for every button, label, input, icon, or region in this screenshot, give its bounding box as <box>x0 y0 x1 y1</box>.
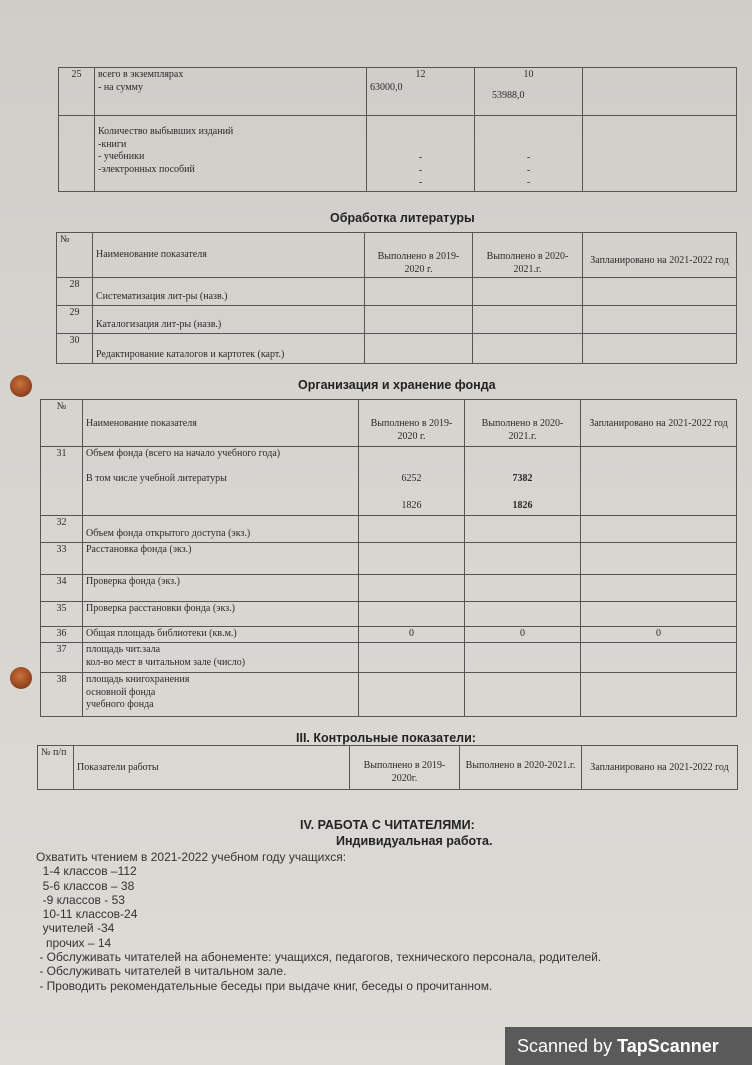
row-number: 36 <box>41 627 83 643</box>
empty-cell <box>359 602 465 627</box>
section-subtitle-readers: Индивидуальная работа. <box>336 834 493 848</box>
table-row <box>41 643 737 673</box>
punch-hole-bottom <box>10 667 32 689</box>
table-header-row <box>41 400 737 447</box>
fund-table <box>40 399 737 717</box>
section-title-readers: IV. РАБОТА С ЧИТАТЕЛЯМИ: <box>300 818 475 832</box>
col-header-done2: Выполнено в 2020-2021.г. <box>465 400 581 447</box>
row-label <box>95 68 367 116</box>
row-label <box>83 643 359 673</box>
readers-text-block <box>36 850 601 993</box>
value-cell <box>465 447 581 516</box>
fund-edu-value: 1826 <box>512 499 533 511</box>
empty-cell <box>581 602 737 627</box>
value-cell <box>475 68 583 116</box>
readers-line: прочих – 14 <box>36 935 112 950</box>
area-value: 0 <box>581 627 737 643</box>
col-header-num: № <box>41 400 83 447</box>
col-header-name: Показатели работы <box>74 746 350 790</box>
empty-cell <box>581 543 737 575</box>
table-row <box>59 68 737 116</box>
dash: - <box>526 177 531 188</box>
row-label <box>83 673 359 717</box>
fund-total-value: 7382 <box>512 473 533 484</box>
col-header-name: Наименование показателя <box>83 400 359 447</box>
empty-cell <box>581 673 737 717</box>
readers-line: -9 классов - 53 <box>36 892 125 907</box>
empty-cell <box>583 334 737 364</box>
readers-line: - Обслуживать читателей на абонементе: учащихся, педагогов, технического персонала, родителей. <box>36 950 602 965</box>
empty-cell <box>359 516 465 543</box>
row-number: 30 <box>57 334 93 364</box>
col-header-done1: Выполнено в 2019-2020 г. <box>365 233 473 278</box>
empty-cell <box>465 602 581 627</box>
row-label: Каталогизация лит-ры (назв.) <box>93 306 365 334</box>
row-number: 31 <box>41 447 83 516</box>
empty-cell <box>59 116 95 192</box>
col-header-done1: Выполнено в 2019-2020г. <box>350 746 460 790</box>
row-number: 34 <box>41 575 83 602</box>
readers-line: учителей -34 <box>36 921 115 936</box>
table-row <box>57 306 737 334</box>
fund-edu-value: 1826 <box>401 499 422 511</box>
label-line: В том числе учебной литературы <box>86 472 227 484</box>
row-number: 35 <box>41 602 83 627</box>
dash: - <box>526 152 531 163</box>
watermark-prefix: Scanned by <box>517 1036 618 1056</box>
label-line: всего в экземплярах <box>98 69 184 80</box>
count-value: 10 <box>523 69 534 80</box>
empty-cell <box>583 306 737 334</box>
empty-cell <box>359 575 465 602</box>
readers-line: 1-4 классов –112 <box>36 864 137 879</box>
row-number: 29 <box>57 306 93 334</box>
label-line: учебного фонда <box>86 699 154 710</box>
row-label: Общая площадь библиотеки (кв.м.) <box>83 627 359 643</box>
empty-cell <box>473 306 583 334</box>
empty-cell <box>465 575 581 602</box>
value-cell <box>359 447 465 516</box>
row-label: Систематизация лит-ры (назв.) <box>93 278 365 306</box>
empty-cell <box>473 334 583 364</box>
table-row <box>59 116 737 192</box>
dash: - <box>418 152 423 163</box>
label-line: -электронных пособий <box>98 163 195 175</box>
empty-cell <box>359 673 465 717</box>
count-value: 12 <box>415 69 426 80</box>
readers-line: Охватить чтением в 2021-2022 учебном году учащихся: <box>36 850 347 864</box>
label-line: - учебники <box>98 151 145 162</box>
row-number: 32 <box>41 516 83 543</box>
sum-value: 63000,0 <box>370 81 403 93</box>
label-line: основной фонда <box>86 686 156 698</box>
empty-cell <box>583 68 737 116</box>
dash: - <box>418 177 423 188</box>
label-line: Объем фонда (всего на начало учебного года) <box>86 448 281 459</box>
row-number: 38 <box>41 673 83 717</box>
table-row <box>41 516 737 543</box>
empty-cell <box>365 306 473 334</box>
empty-cell <box>365 334 473 364</box>
value-cell <box>367 68 475 116</box>
table-row <box>41 673 737 717</box>
table-row <box>57 334 737 364</box>
empty-cell <box>473 278 583 306</box>
empty-cell <box>365 278 473 306</box>
col-header-planned: Запланировано на 2021-2022 год <box>582 746 738 790</box>
row-number: 33 <box>41 543 83 575</box>
col-header-done2: Выполнено в 2020-2021.г. <box>473 233 583 278</box>
area-value: 0 <box>465 627 581 643</box>
col-header-planned: Запланировано на 2021-2022 год <box>583 233 737 278</box>
row-number: 25 <box>59 68 95 116</box>
dash-cell <box>475 116 583 192</box>
table-row <box>57 278 737 306</box>
table-row <box>41 575 737 602</box>
dash: - <box>418 164 423 176</box>
row-number: 28 <box>57 278 93 306</box>
col-header-num: № п/п <box>38 746 74 790</box>
label-line: площадь чит.зала <box>86 644 161 655</box>
punch-hole-top <box>10 375 32 397</box>
watermark-brand: TapScanner <box>617 1036 719 1056</box>
control-table <box>37 745 738 790</box>
col-header-done1: Выполнено в 2019-2020 г. <box>359 400 465 447</box>
dash: - <box>526 164 531 176</box>
col-header-planned: Запланировано на 2021-2022 год <box>581 400 737 447</box>
row-label: Редактирование каталогов и картотек (карт.) <box>93 334 365 364</box>
label-line: кол-во мест в читальном зале (число) <box>86 656 246 668</box>
readers-line: - Обслуживать читателей в читальном зале. <box>36 964 287 979</box>
table-header-row <box>38 746 738 790</box>
col-header-num: № <box>57 233 93 278</box>
empty-cell <box>359 643 465 673</box>
label-line: - на сумму <box>98 81 143 93</box>
empty-cell <box>465 516 581 543</box>
section-title-control: III. Контрольные показатели: <box>296 731 476 745</box>
table-row <box>41 627 737 643</box>
empty-cell <box>583 278 737 306</box>
row-label: Проверка расстановки фонда (экз.) <box>83 602 359 627</box>
fund-total-value: 6252 <box>401 473 422 484</box>
row-label: Расстановка фонда (экз.) <box>83 543 359 575</box>
table-row <box>41 543 737 575</box>
section-title-fund: Организация и хранение фонда <box>298 378 496 392</box>
empty-cell <box>581 575 737 602</box>
empty-cell <box>465 643 581 673</box>
row-label <box>95 116 367 192</box>
sum-value: 53988,0 <box>492 89 525 101</box>
empty-cell <box>465 673 581 717</box>
table-row <box>41 447 737 516</box>
label-line: площадь книгохранения <box>86 674 190 685</box>
table-row <box>41 602 737 627</box>
scanner-watermark <box>505 1027 752 1065</box>
readers-line: 5-6 классов – 38 <box>36 878 135 893</box>
readers-line: - Проводить рекомендательные беседы при выдаче книг, беседы о прочитанном. <box>36 978 493 993</box>
empty-cell <box>581 447 737 516</box>
row-label: Объем фонда открытого доступа (экз.) <box>83 516 359 543</box>
empty-cell <box>583 116 737 192</box>
area-value: 0 <box>359 627 465 643</box>
empty-cell <box>581 516 737 543</box>
col-header-name: Наименование показателя <box>93 233 365 278</box>
empty-cell <box>581 643 737 673</box>
acquisition-table <box>58 67 737 192</box>
label-line: -книги <box>98 138 127 150</box>
row-label <box>83 447 359 516</box>
table-header-row <box>57 233 737 278</box>
col-header-done2: Выполнено в 2020-2021.г. <box>460 746 582 790</box>
label-line: Количество выбывших изданий <box>98 126 234 137</box>
row-label: Проверка фонда (экз.) <box>83 575 359 602</box>
readers-line: 10-11 классов-24 <box>36 907 138 922</box>
empty-cell <box>359 543 465 575</box>
empty-cell <box>465 543 581 575</box>
section-title-processing: Обработка литературы <box>330 211 475 225</box>
row-number: 37 <box>41 643 83 673</box>
processing-table <box>56 232 737 364</box>
dash-cell <box>367 116 475 192</box>
